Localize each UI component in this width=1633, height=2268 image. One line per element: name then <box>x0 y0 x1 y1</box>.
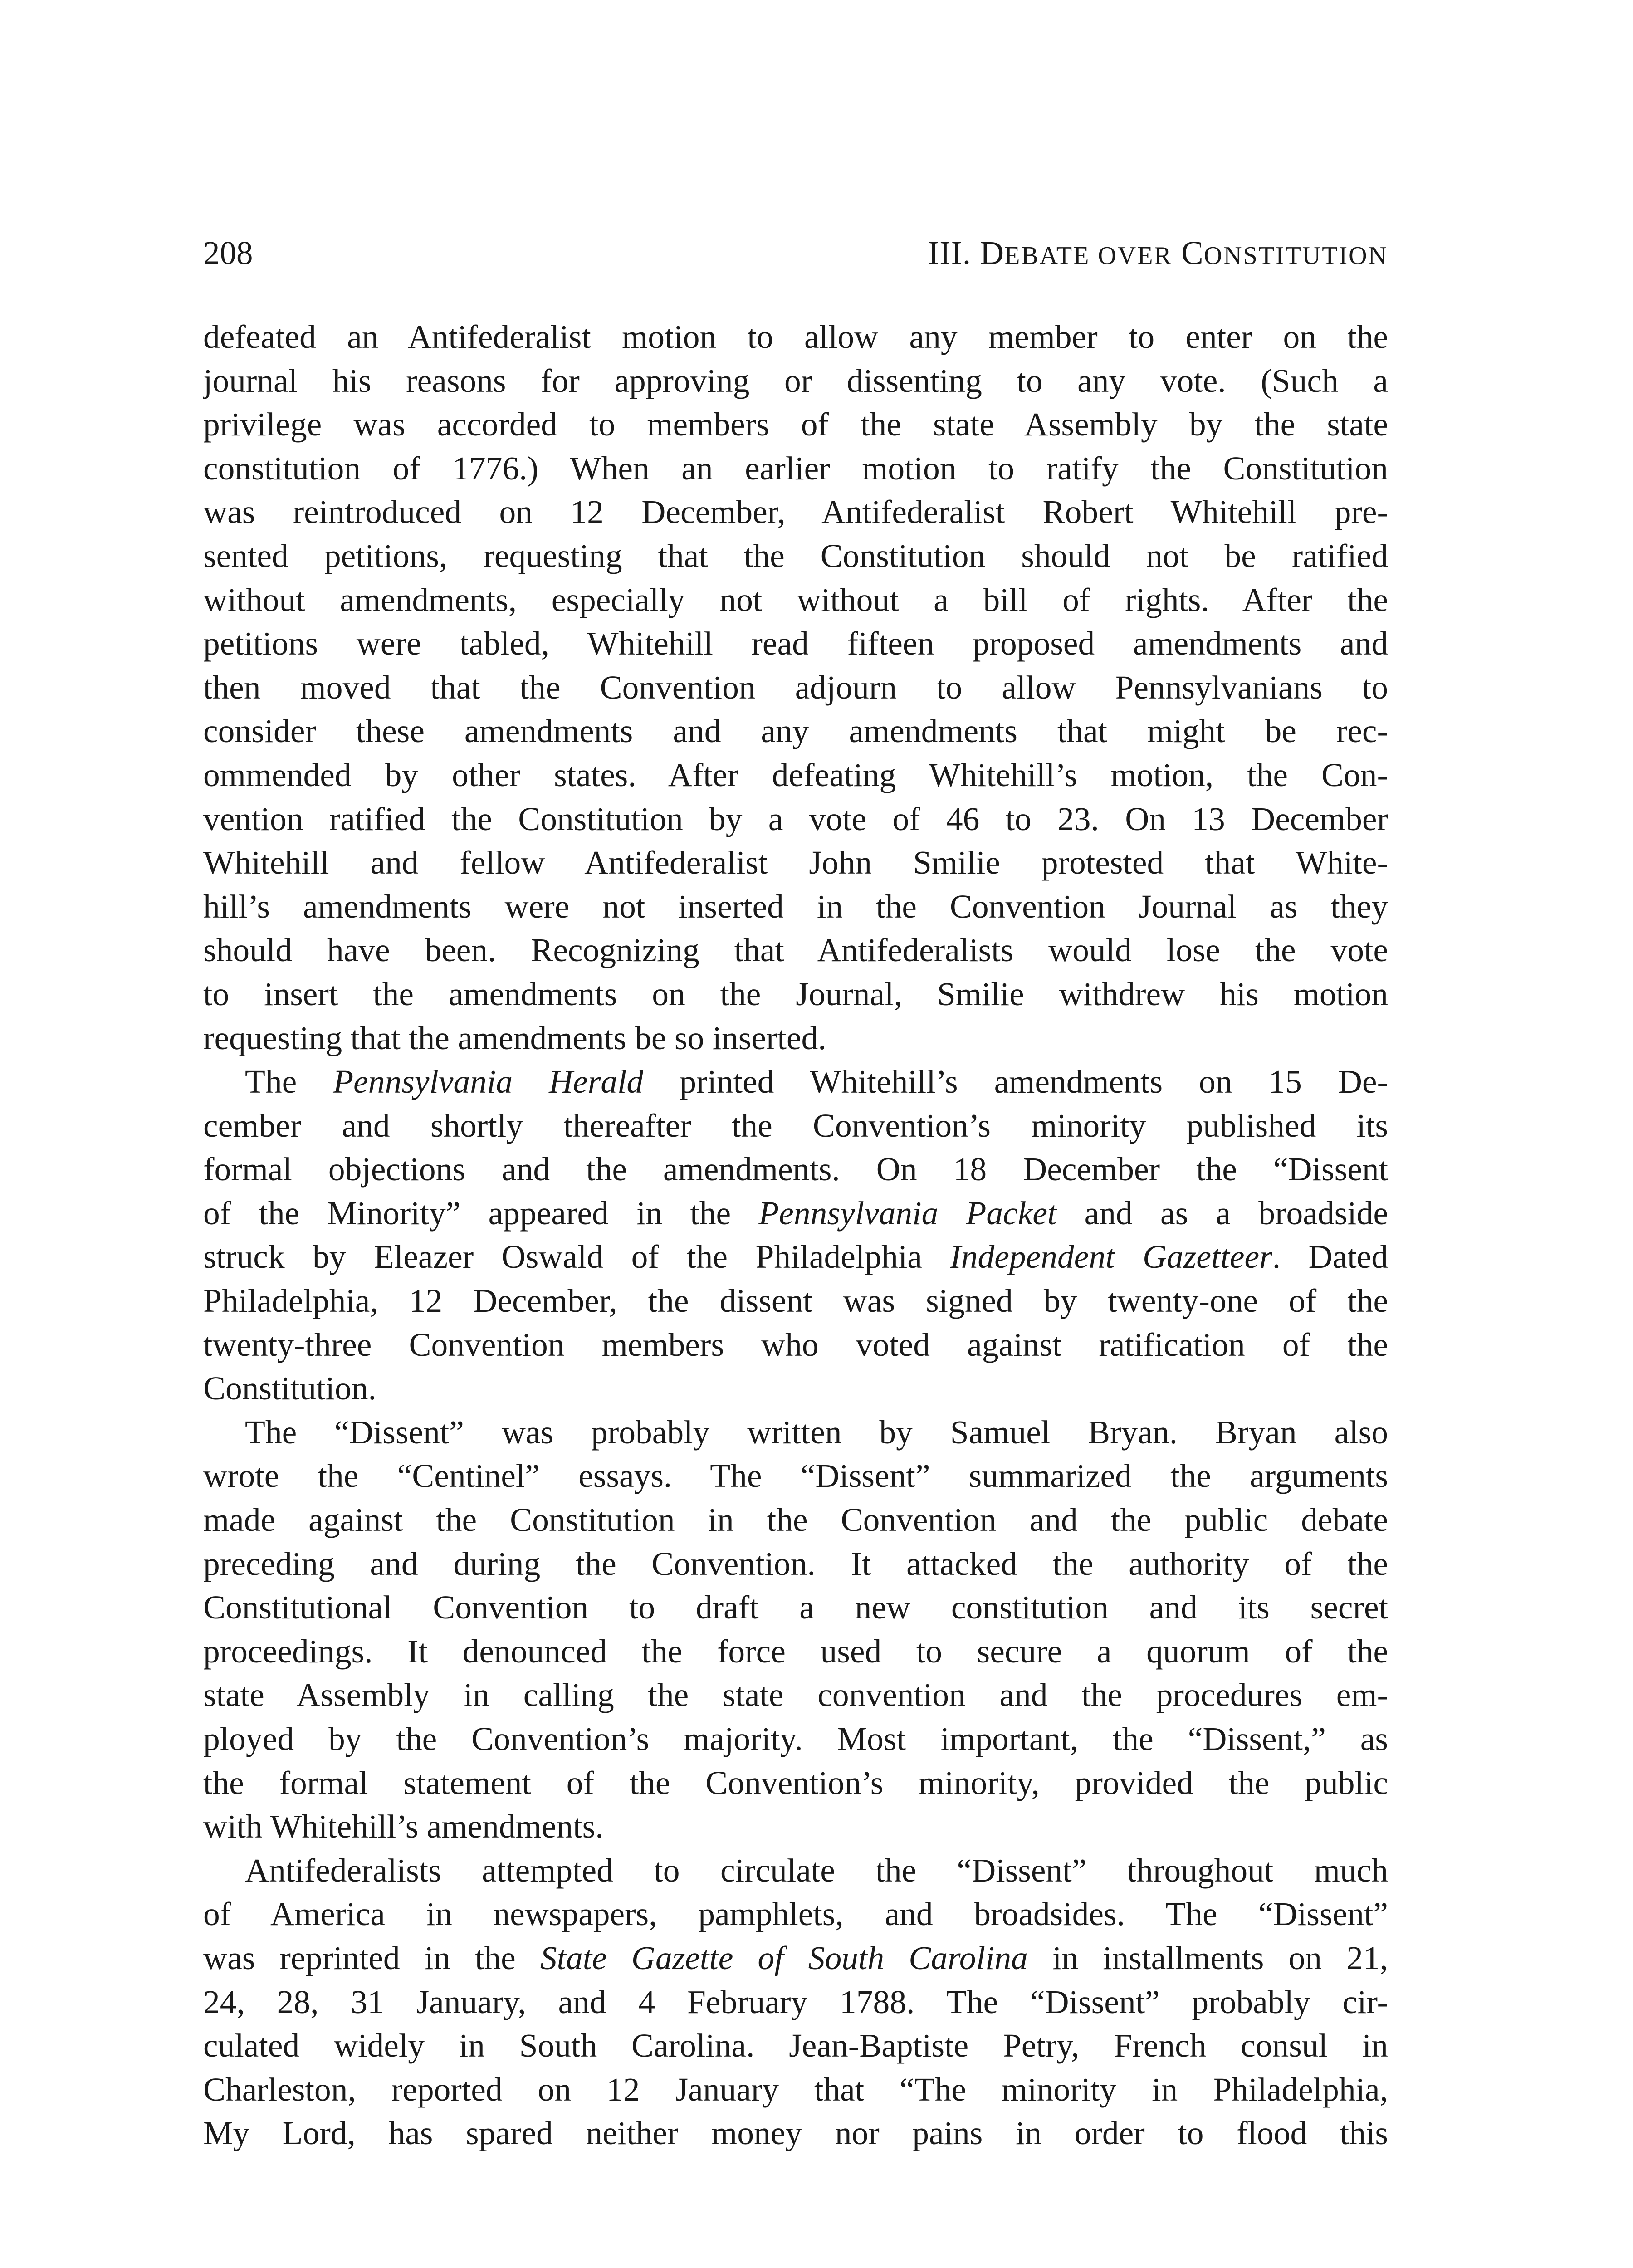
running-head-smallcaps: ONSTITUTION <box>1203 242 1388 270</box>
text-line: state Assembly in calling the state convention and the procedures em- <box>203 1677 1388 1714</box>
newspaper-title: Pennsylvania Herald <box>333 1063 644 1100</box>
text-line: constitution of 1776.) When an earlier motion to ratify the Constitution <box>203 450 1388 487</box>
text-line: requesting that the amendments be so inserted. <box>203 1019 826 1056</box>
running-head <box>928 228 1388 281</box>
text-run: in installments on 21, <box>1027 1939 1388 1976</box>
text-line: then moved that the Convention adjourn to allow Pennsylvanians to <box>203 669 1388 706</box>
running-head-cap: D <box>980 235 1005 271</box>
text-line: proceedings. It denounced the force used to secure a quorum of the <box>203 1633 1388 1670</box>
text-line: was reintroduced on 12 December, Antifederalist Robert Whitehill pre- <box>203 494 1388 531</box>
text-line: Philadelphia, 12 December, the dissent was signed by twenty-one of the <box>203 1282 1388 1320</box>
paragraph-3 <box>203 1411 1388 1849</box>
text-run: and as a broadside <box>1056 1194 1388 1232</box>
text-line: The “Dissent” was probably written by Samuel Bryan. Bryan also <box>245 1413 1388 1451</box>
text-line: defeated an Antifederalist motion to allow any member to enter on the <box>203 318 1388 355</box>
text-line: ommended by other states. After defeating Whitehill’s motion, the Con- <box>203 756 1388 793</box>
text-line: culated widely in South Carolina. Jean-Baptiste Petry, French consul in <box>203 2027 1388 2064</box>
paragraph-1 <box>203 315 1388 1060</box>
text-line: preceding and during the Convention. It attacked the authority of the <box>203 1545 1388 1582</box>
text-run: printed Whitehill’s amendments on 15 De- <box>643 1063 1388 1100</box>
text-line: petitions were tabled, Whitehill read fifteen proposed amendments and <box>203 625 1388 662</box>
text-line: formal objections and the amendments. On 18 December the “Dissent <box>203 1151 1388 1188</box>
text-line: hill’s amendments were not inserted in the Convention Journal as they <box>203 888 1388 925</box>
text-line: made against the Constitution in the Convention and the public debate <box>203 1501 1388 1539</box>
page-header <box>203 228 1388 278</box>
body-text <box>203 315 1388 2156</box>
running-head-part: III. <box>928 235 972 271</box>
text-line: 24, 28, 31 January, and 4 February 1788. The “Dissent” probably cir- <box>203 1983 1388 2020</box>
paragraph-4 <box>203 1849 1388 2156</box>
text-line: vention ratified the Constitution by a vote of 46 to 23. On 13 December <box>203 800 1388 837</box>
text-line <box>203 1192 1388 1236</box>
text-run: The <box>245 1063 333 1100</box>
page-number: 208 <box>203 235 253 271</box>
text-line: Constitutional Convention to draft a new constitution and its secret <box>203 1589 1388 1626</box>
text-line: wrote the “Centinel” essays. The “Dissent” summarized the arguments <box>203 1457 1388 1495</box>
text-line: without amendments, especially not without a bill of rights. After the <box>203 581 1388 618</box>
running-head-cap: C <box>1181 235 1204 271</box>
text-line: twenty-three Convention members who voted against ratification of the <box>203 1326 1388 1363</box>
text-line: journal his reasons for approving or dissenting to any vote. (Such a <box>203 362 1388 399</box>
text-line: cember and shortly thereafter the Convention’s minority published its <box>203 1107 1388 1144</box>
text-line: sented petitions, requesting that the Constitution should not be ratified <box>203 537 1388 574</box>
newspaper-title: Pennsylvania Packet <box>758 1194 1057 1232</box>
text-run: struck by Eleazer Oswald of the Philadelphia <box>203 1238 950 1276</box>
text-line: with Whitehill’s amendments. <box>203 1808 604 1845</box>
text-line: Charleston, reported on 12 January that “The minority in Philadelphia, <box>203 2071 1388 2108</box>
text-line <box>203 1060 1388 1104</box>
text-line: the formal statement of the Convention’s minority, provided the public <box>203 1764 1388 1801</box>
text-line: ployed by the Convention’s majority. Most important, the “Dissent,” as <box>203 1721 1388 1757</box>
newspaper-title: Independent Gazetteer <box>950 1238 1272 1276</box>
text-run: . Dated <box>1272 1238 1388 1276</box>
text-line: of America in newspapers, pamphlets, and broadsides. The “Dissent” <box>203 1896 1388 1933</box>
paragraph-2 <box>203 1060 1388 1411</box>
newspaper-title: State Gazette of South Carolina <box>540 1939 1028 1976</box>
text-line: privilege was accorded to members of the state Assembly by the state <box>203 406 1388 443</box>
text-line: consider these amendments and any amendments that might be rec- <box>203 713 1388 750</box>
text-line: Whitehill and fellow Antifederalist John Smilie protested that White- <box>203 844 1388 881</box>
text-line: Antifederalists attempted to circulate the “Dissent” throughout much <box>245 1852 1388 1889</box>
text-line <box>203 1936 1388 1980</box>
text-line <box>203 1235 1388 1279</box>
text-line: Constitution. <box>203 1370 376 1407</box>
text-run: was reprinted in the <box>203 1939 540 1976</box>
text-run: of the Minority” appeared in the <box>203 1194 759 1232</box>
running-head-smallcaps: EBATE OVER <box>1004 242 1173 270</box>
text-line: My Lord, has spared neither money nor pains in order to flood this <box>203 2115 1388 2152</box>
text-line: to insert the amendments on the Journal, Smilie withdrew his motion <box>203 975 1388 1012</box>
text-line: should have been. Recognizing that Antifederalists would lose the vote <box>203 932 1388 969</box>
